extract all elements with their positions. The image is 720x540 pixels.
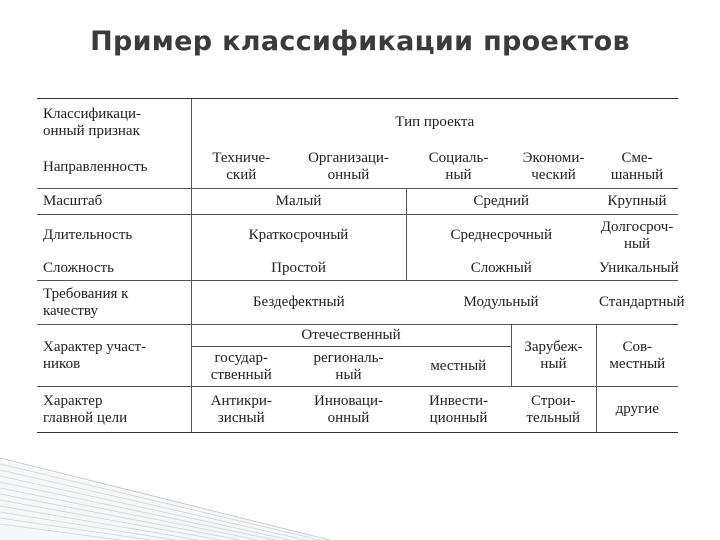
classification-table: [37, 98, 685, 433]
cell-goal-construction: Строи- тельный: [511, 387, 596, 433]
row-label-complexity: Сложность: [37, 257, 191, 281]
decorative-swoosh: [0, 450, 330, 540]
cell-participants-regional: региональ- ный: [291, 347, 406, 387]
header-project-type: Тип проекта: [191, 99, 678, 147]
cell-direction-mixed: Сме- шанный: [596, 147, 678, 189]
cell-participants-joint: Сов- местный: [596, 325, 678, 387]
cell-goal-innovative: Инноваци- онный: [291, 387, 406, 433]
cell-complexity-simple: Простой: [191, 257, 406, 281]
cell-participants-local: местный: [406, 347, 511, 387]
cell-direction-social: Социаль- ный: [406, 147, 511, 189]
cell-duration-medium: Среднесрочный: [406, 215, 596, 257]
cell-duration-long: Долгосроч- ный: [600, 218, 674, 252]
cell-direction-economic: Экономи- ческий: [511, 147, 596, 189]
cell-participants-foreign: Зарубеж- ный: [511, 325, 596, 387]
row-label-participants: Характер участ- ников: [37, 325, 191, 387]
cell-complexity-unique: Уникальный: [596, 257, 678, 281]
cell-goal-investment: Инвести- ционный: [406, 387, 511, 433]
cell-quality-modular: Модульный: [406, 281, 596, 325]
cell-complexity-complex: Сложный: [406, 257, 596, 281]
cell-participants-domestic: Отечественный: [191, 325, 511, 347]
header-label: Классификаци- онный признак: [37, 99, 191, 147]
row-label-scale: Масштаб: [37, 189, 191, 215]
cell-quality-defect-free: Бездефектный: [191, 281, 406, 325]
row-label-direction: Направленность: [37, 147, 191, 189]
row-label-duration: Длительность: [43, 227, 133, 244]
cell-direction-organizational: Организаци- онный: [291, 147, 406, 189]
row-label-quality: Требования к качеству: [37, 281, 191, 325]
cell-direction-technical: Техниче- ский: [191, 147, 291, 189]
cell-scale-medium: Средний: [406, 189, 596, 215]
page-title: Пример классификации проектов: [90, 26, 630, 57]
cell-goal-other: другие: [596, 387, 678, 433]
cell-duration-short: Краткосрочный: [191, 215, 406, 257]
cell-scale-large: Крупный: [596, 189, 678, 215]
cell-quality-standard: Стандартный: [596, 281, 678, 325]
cell-goal-anticrisis: Антикри- зисный: [191, 387, 291, 433]
cell-scale-small: Малый: [191, 189, 406, 215]
row-label-goal: Характер главной цели: [37, 387, 191, 433]
cell-participants-state: государ- ственный: [191, 347, 291, 387]
